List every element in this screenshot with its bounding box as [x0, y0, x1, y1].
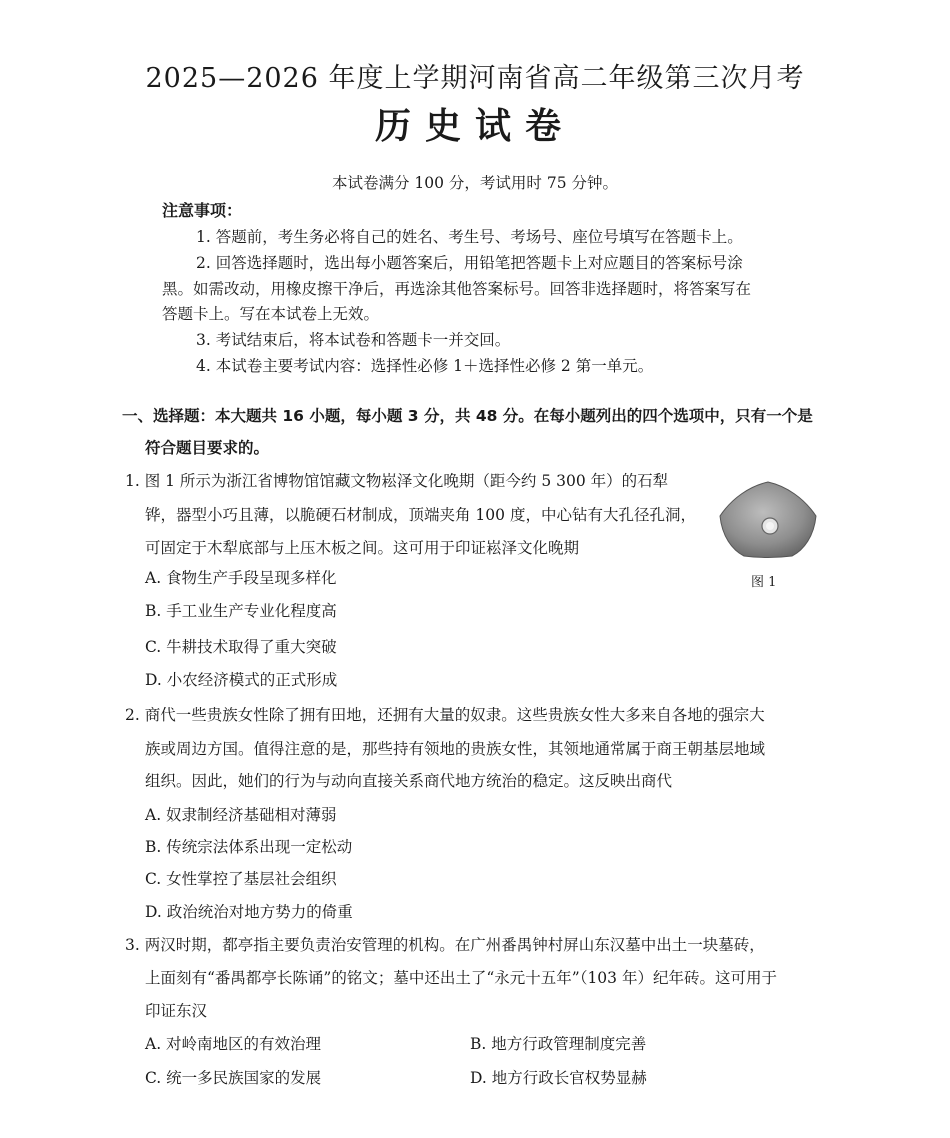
section-heading-cont: 符合题目要求的。 [145, 439, 270, 457]
q3-option-b: B. 地方行政管理制度完善 [470, 1035, 647, 1053]
figure-caption: 图 1 [751, 575, 777, 590]
q3-stem-line: 3. 两汉时期，都亭指主要负责治安管理的机构。在广州番禺钟村屏山东汉墓中出土一块墓砖， [125, 936, 765, 954]
q2-option-b: B. 传统宗法体系出现一定松动 [145, 838, 353, 856]
q3-stem-line: 印证东汉 [145, 1002, 208, 1020]
exam-intro: 本试卷满分 100 分，考试用时 75 分钟。 [331, 174, 619, 192]
q2-stem-line: 组织。因此，她们的行为与动向直接关系商代地方统治的稳定。这反映出商代 [145, 772, 673, 790]
q2-stem-line: 族或周边方国。值得注意的是，那些持有领地的贵族女性，其领地通常属于商王朝基层地域 [145, 740, 766, 758]
notice-line: 黑。如需改动，用橡皮擦干净后，再选涂其他答案标号。回答非选择题时，将答案写在 [162, 280, 752, 298]
q3-stem-line: 上面刻有“番禺都亭长陈诵”的铭文；墓中还出土了“永元十五年”（103 年）纪年砖。这可用于 [145, 969, 777, 987]
q1-stem-line: 铧，器型小巧且薄，以脆硬石材制成，顶端夹角 100 度，中心钻有大孔径孔洞， [145, 506, 696, 524]
q3-option-d: D. 地方行政长官权势显赫 [470, 1069, 647, 1087]
q2-option-d: D. 政治统治对地方势力的倚重 [145, 903, 353, 921]
exam-title: 2025—2026 年度上学期河南省高二年级第三次月考 [145, 63, 805, 94]
notice-line: 4. 本试卷主要考试内容：选择性必修 1＋选择性必修 2 第一单元。 [196, 357, 654, 375]
q2-stem-line: 2. 商代一些贵族女性除了拥有田地，还拥有大量的奴隶。这些贵族女性大多来自各地的强宗大 [125, 706, 765, 724]
q1-option-d: D. 小农经济模式的正式形成 [145, 671, 338, 689]
notice-heading: 注意事项： [162, 201, 243, 220]
stone-plowshare-figure [716, 478, 820, 560]
q2-option-a: A. 奴隶制经济基础相对薄弱 [145, 806, 337, 824]
exam-subtitle: 历史试卷 [374, 106, 575, 147]
notice-line: 2. 回答选择题时，选出每小题答案后，用铅笔把答题卡上对应题目的答案标号涂 [196, 254, 743, 272]
q1-stem-line: 1. 图 1 所示为浙江省博物馆馆藏文物崧泽文化晚期（距今约 5 300 年）的石犁 [125, 472, 669, 490]
q1-option-a: A. 食物生产手段呈现多样化 [145, 569, 337, 587]
q1-stem-line: 可固定于木犁底部与上压木板之间。这可用于印证崧泽文化晚期 [145, 539, 580, 557]
q1-option-b: B. 手工业生产专业化程度高 [145, 602, 337, 620]
q2-option-c: C. 女性掌控了基层社会组织 [145, 870, 337, 888]
section-heading: 一、选择题：本大题共 16 小题，每小题 3 分，共 48 分。在每小题列出的四个选项中，只有一个是 [122, 407, 813, 425]
notice-line: 3. 考试结束后，将本试卷和答题卡一并交回。 [196, 331, 511, 349]
q3-option-c: C. 统一多民族国家的发展 [145, 1069, 322, 1087]
q3-option-a: A. 对岭南地区的有效治理 [145, 1035, 322, 1053]
notice-line: 答题卡上。写在本试卷上无效。 [162, 305, 380, 323]
q1-option-c: C. 牛耕技术取得了重大突破 [145, 638, 337, 656]
notice-line: 1. 答题前，考生务必将自己的姓名、考生号、考场号、座位号填写在答题卡上。 [196, 228, 743, 246]
